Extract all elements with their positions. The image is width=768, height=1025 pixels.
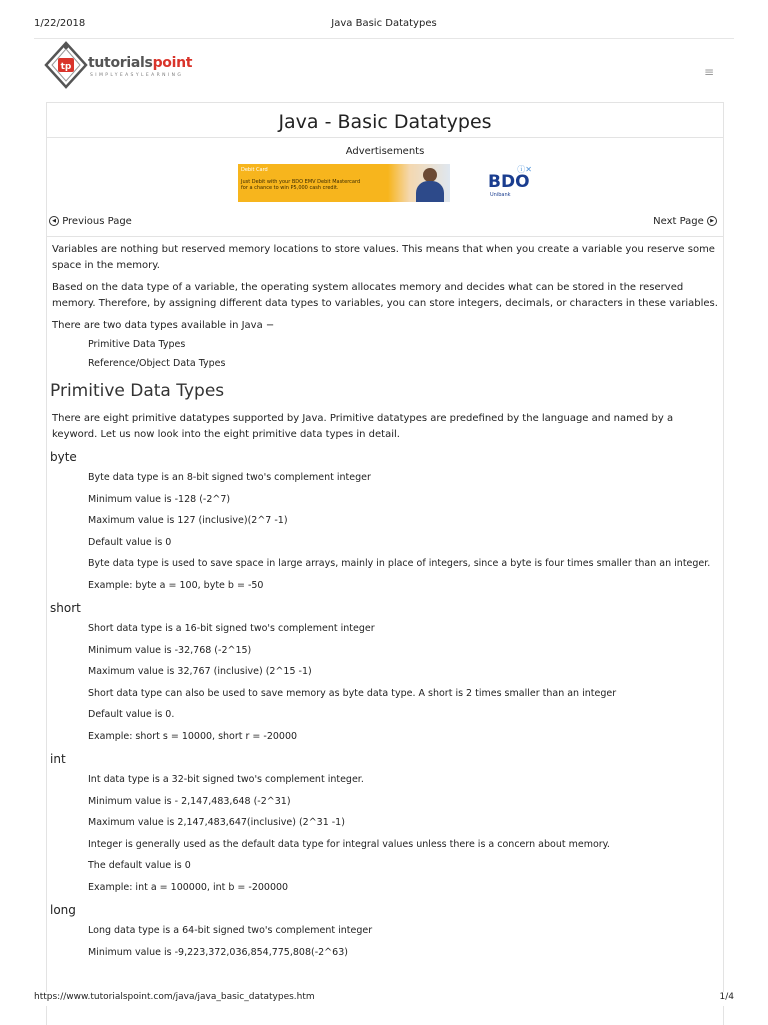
int-facts-list — [52, 773, 718, 895]
long-facts-list — [52, 924, 718, 960]
list-item: The default value is 0 — [88, 860, 191, 871]
list-item: Short data type can also be used to save memory as byte data type. A short is 2 times smaller than an integer — [88, 687, 617, 699]
list-item: Minimum value is -9,223,372,036,854,775,808(-2^63) — [88, 946, 348, 958]
list-item: Reference/Object Data Types — [88, 358, 226, 369]
svg-text:tp: tp — [60, 62, 72, 72]
list-item: Default value is 0 — [88, 536, 172, 548]
list-item: Primitive Data Types — [88, 339, 186, 350]
ad-logo-sub: Unibank — [490, 192, 511, 198]
section-heading-primitive: Primitive Data Types — [50, 381, 225, 401]
list-item: Maximum value is 2,147,483,647(inclusive) (2^31 -1) — [88, 817, 345, 828]
print-page-number: 1/4 — [719, 992, 734, 1002]
intro-paragraph: Based on the data type of a variable, the operating system allocates memory and decides what can be stored in the reserved memory. Therefore, by assigning different data types to variables, you can store integers, decimals, or characters in these variables. — [52, 282, 718, 309]
print-footer — [0, 992, 768, 1006]
page-title: Java - Basic Datatypes — [47, 107, 723, 138]
list-item: Default value is 0. — [88, 709, 175, 720]
next-page-link[interactable] — [653, 216, 717, 227]
main-content — [46, 102, 724, 1025]
list-item: Example: byte a = 100, byte b = -50 — [88, 579, 264, 591]
previous-page-label: Previous Page — [62, 216, 132, 227]
brand-name — [88, 55, 192, 71]
type-heading-byte: byte — [50, 450, 77, 464]
list-item: Example: int a = 100000, int b = -200000 — [88, 881, 289, 893]
list-item: Integer is generally used as the default data type for integral values unless there is a concern about memory. — [88, 838, 610, 850]
ad-person-body — [416, 181, 444, 202]
list-item: Byte data type is used to save space in large arrays, mainly in place of integers, since a byte is four times smaller than an integer. — [88, 558, 711, 569]
ad-close-icon[interactable]: ⓘ✕ — [517, 165, 532, 174]
list-item: Int data type is a 32-bit signed two's complement integer. — [88, 774, 364, 785]
brand-part2: point — [152, 55, 193, 71]
list-item: Short data type is a 16-bit signed two's complement integer — [88, 623, 375, 634]
next-arrow-icon: ▶ — [707, 216, 717, 226]
type-heading-short: short — [50, 601, 81, 615]
list-item: Byte data type is an 8-bit signed two's complement integer — [88, 472, 371, 483]
article-body — [47, 237, 723, 960]
print-url[interactable]: https://www.tutorialspoint.com/java/java_basic_datatypes.htm — [34, 992, 315, 1002]
print-header — [0, 18, 768, 32]
ad-person-head — [423, 168, 437, 182]
site-header — [34, 38, 734, 97]
list-item: Long data type is a 64-bit signed two's complement integer — [88, 925, 373, 936]
short-facts-list — [52, 622, 718, 744]
intro-paragraph: There are two data types available in Java − — [52, 320, 275, 331]
hamburger-menu-icon[interactable]: ≡ — [703, 65, 714, 79]
ad-text-line2: for a chance to win P5,000 cash credit. — [241, 185, 339, 191]
ad-card-label: Debit Card — [241, 167, 268, 173]
list-item: Maximum value is 127 (inclusive)(2^7 -1) — [88, 515, 288, 526]
print-date: 1/22/2018 — [34, 18, 86, 29]
next-page-label: Next Page — [653, 216, 704, 227]
tutorialspoint-logo-icon — [44, 41, 88, 89]
ad-banner[interactable] — [238, 164, 532, 202]
type-heading-int: int — [50, 752, 66, 766]
ad-text-line1: Just Debit with your BDO EMV Debit Mastercard — [241, 179, 361, 185]
ads-label: Advertisements — [345, 146, 425, 157]
brand-part1: tutorials — [88, 55, 153, 71]
pager — [47, 216, 723, 237]
intro-paragraph: Variables are nothing but reserved memory locations to store values. This means that when you create a variable you reserve some space in the memory. — [52, 244, 715, 271]
previous-page-link[interactable] — [49, 216, 132, 227]
list-item: Minimum value is -128 (-2^7) — [88, 493, 231, 505]
primitive-intro: There are eight primitive datatypes supported by Java. Primitive datatypes are predefined by the language and named by a keyword. Let us now look into the eight primitive data types in detail. — [52, 413, 674, 440]
ad-text — [241, 179, 360, 191]
byte-facts-list — [52, 471, 718, 593]
list-item: Example: short s = 10000, short r = -20000 — [88, 730, 298, 742]
list-item: Minimum value is - 2,147,483,648 (-2^31) — [88, 795, 291, 807]
list-item: Minimum value is -32,768 (-2^15) — [88, 644, 252, 656]
print-title: Java Basic Datatypes — [331, 18, 437, 29]
ad-logo: BDO — [488, 172, 530, 192]
type-heading-long: long — [50, 903, 76, 917]
data-type-kinds-list — [52, 338, 718, 371]
previous-arrow-icon: ◀ — [49, 216, 59, 226]
list-item: Maximum value is 32,767 (inclusive) (2^15 -1) — [88, 666, 312, 677]
brand-tagline: SIMPLYEASYLEARNING — [90, 73, 184, 78]
site-logo[interactable] — [44, 41, 204, 89]
